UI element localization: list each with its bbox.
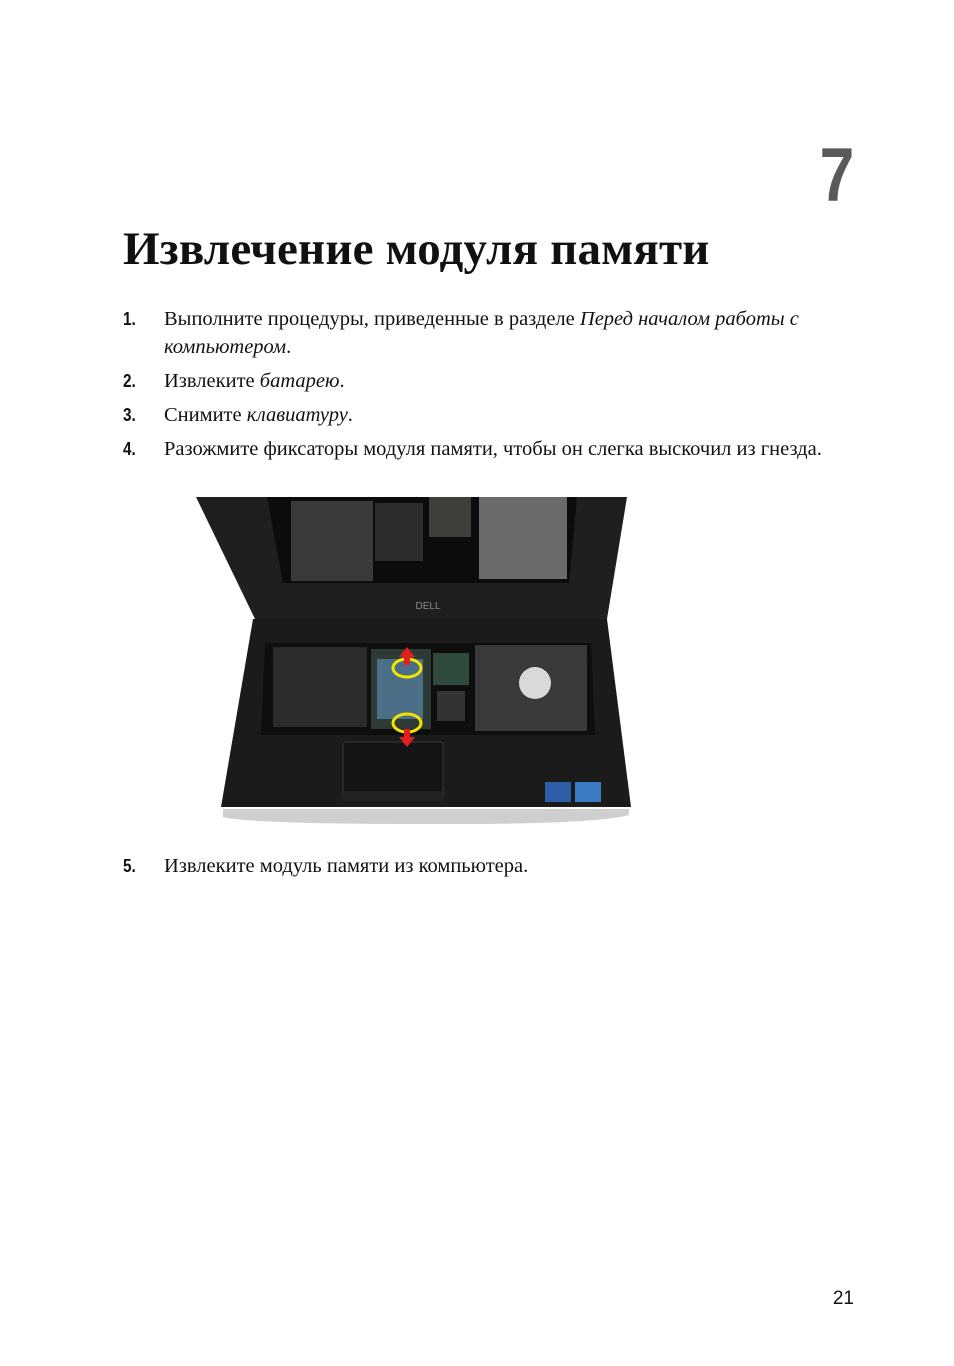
step-1 [123, 305, 863, 361]
laptop-figure [193, 497, 634, 824]
step-number: 5. [123, 856, 136, 876]
step-text: Снимите [164, 404, 247, 426]
step-number: 3. [123, 405, 136, 425]
step-text: Извлеките [164, 370, 260, 392]
step-number: 2. [123, 371, 136, 391]
page-title: Извлечение модуля памяти [123, 223, 710, 275]
page-number: 21 [832, 1288, 854, 1309]
step-text-end: . [286, 336, 292, 358]
step-number: 1. [123, 309, 136, 329]
step-link[interactable]: Перед началом работы с компьютером [164, 308, 799, 358]
step-3 [123, 401, 863, 429]
steps-list [123, 305, 863, 469]
step-2 [123, 367, 863, 395]
step-link[interactable]: клавиатуру [246, 404, 348, 426]
step-text: Извлеките модуль памяти из компьютера. [164, 855, 529, 877]
step-5 [123, 852, 904, 880]
step-text-end: . [339, 370, 345, 392]
brand-logo: DELL [415, 601, 441, 612]
step-text: Выполните процедуры, приведенные в разделе [164, 308, 580, 330]
step-link[interactable]: батарею [259, 370, 340, 392]
step-text-end: . [347, 404, 353, 426]
step-text: Разожмите фиксаторы модуля памяти, чтобы он слегка выскочил из гнезда. [164, 438, 822, 460]
chapter-number: 7 [819, 133, 854, 218]
step-number: 4. [123, 439, 136, 459]
step-4 [123, 435, 863, 463]
